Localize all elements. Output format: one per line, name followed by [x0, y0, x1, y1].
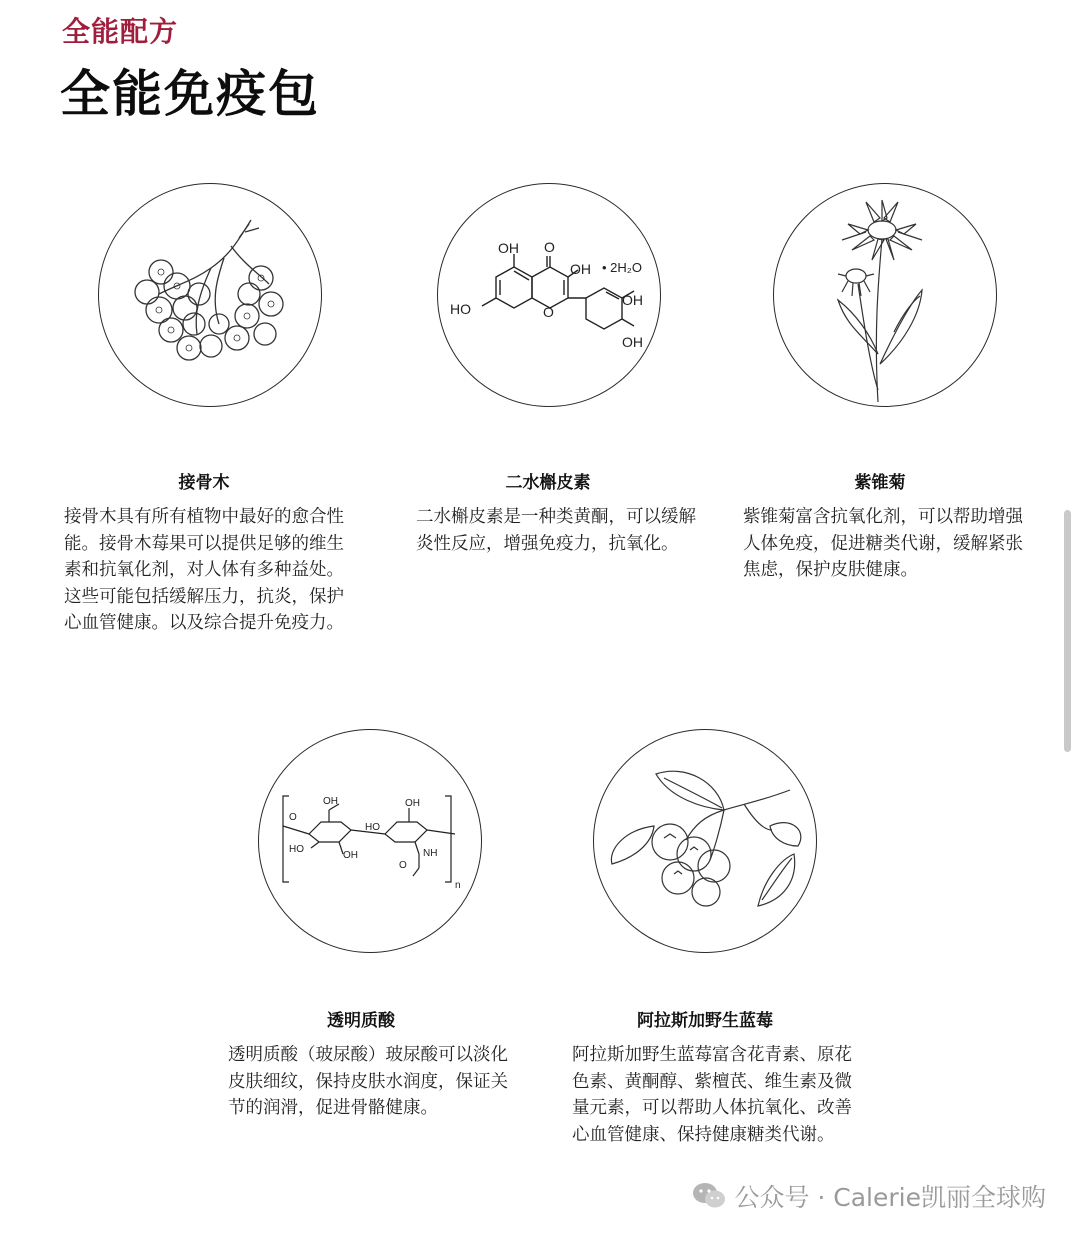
echinacea-flower-icon — [773, 183, 997, 407]
quercetin-structure-icon — [437, 183, 661, 407]
subtitle: 全能配方 — [62, 15, 179, 48]
hyaluronic-acid-structure-icon — [258, 729, 482, 953]
ingredient-name-quercetin: 二水槲皮素 — [505, 473, 591, 493]
blueberry-branch-icon — [593, 729, 817, 953]
chem-label-hydrate: • 2H₂O — [602, 260, 642, 275]
ingredient-desc-hyaluronic: 透明质酸（玻尿酸）玻尿酸可以淡化皮肤细纹，保持皮肤水润度，保证关节的润滑，促进骨骼健康。 — [228, 1045, 508, 1118]
chem-label-o-2: O — [543, 304, 554, 320]
chem-label-o-3: O — [289, 812, 297, 823]
chem-label-oh-2: OH — [570, 261, 591, 277]
watermark-text: 公众号 · Calerie凯丽全球购 — [734, 1183, 1046, 1212]
page-title: 全能免疫包 — [60, 65, 320, 123]
ingredient-name-elderberry: 接骨木 — [178, 473, 230, 493]
chem-label-oh-7: OH — [343, 850, 358, 861]
ingredient-desc-blueberry: 阿拉斯加野生蓝莓富含花青素、原花色素、黄酮醇、紫檀芪、维生素及微量元素，可以帮助人体抗氧化、改善心血管健康、保持健康糖类代谢。 — [572, 1045, 852, 1145]
scrollbar[interactable] — [1064, 510, 1071, 752]
ingredient-name-hyaluronic: 透明质酸 — [327, 1011, 395, 1031]
ingredient-desc-echinacea: 紫锥菊富含抗氧化剂，可以帮助增强人体免疫，促进糖类代谢，缓解紧张焦虑，保护皮肤健康。 — [743, 507, 1023, 580]
chem-label-oh-3: OH — [622, 292, 643, 308]
chem-label-ho-3: HO — [289, 844, 304, 855]
ingredient-name-blueberry: 阿拉斯加野生蓝莓 — [637, 1011, 773, 1031]
chem-label-oh-6: OH — [405, 798, 420, 809]
chem-label-o-1: O — [544, 239, 555, 255]
chem-label-ho-2: HO — [365, 822, 380, 833]
chem-label-nh: NH — [423, 848, 438, 859]
watermark — [692, 1178, 1046, 1214]
chem-label-n: n — [455, 880, 461, 891]
wechat-icon — [692, 1181, 726, 1211]
chem-label-oh-5: OH — [323, 796, 338, 807]
chem-label-oh-4: OH — [622, 334, 643, 350]
ingredient-desc-elderberry: 接骨木具有所有植物中最好的愈合性能。接骨木莓果可以提供足够的维生素和抗氧化剂，对人体有多种益处。这些可能包括缓解压力，抗炎，保护心血管健康。以及综合提升免疫力。 — [64, 507, 344, 633]
ingredient-name-echinacea: 紫锥菊 — [854, 473, 906, 493]
ingredient-desc-quercetin: 二水槲皮素是一种类黄酮，可以缓解炎性反应，增强免疫力，抗氧化。 — [416, 507, 696, 554]
elderberry-icon — [98, 183, 322, 407]
chem-label-ho: HO — [450, 301, 471, 317]
chem-label-oh-1: OH — [498, 240, 519, 256]
chem-label-o-4: O — [399, 860, 407, 871]
